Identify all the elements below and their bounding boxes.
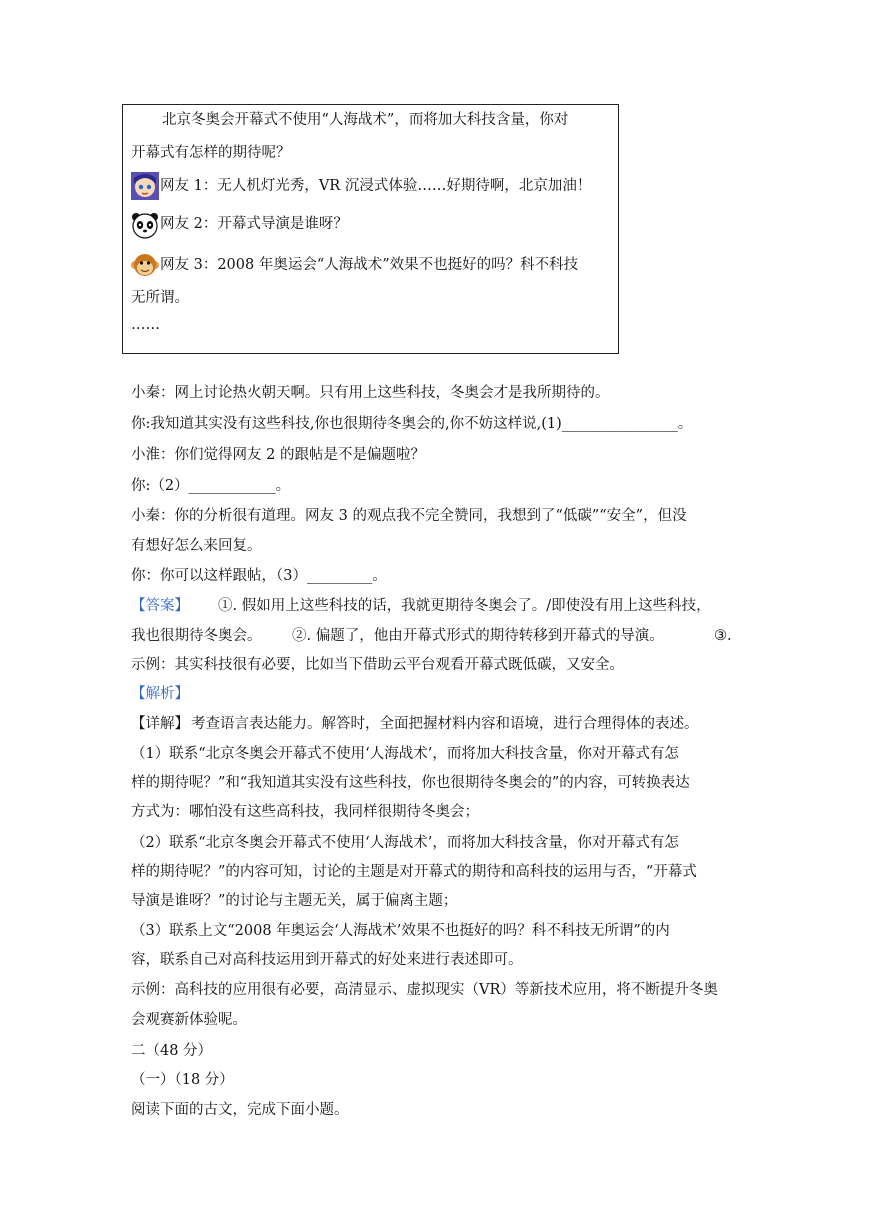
analysis-line-8: 容，联系自己对高科技运用到开幕式的好处来进行表述即可。: [131, 952, 523, 968]
analysis-line-7: （3）联系上文“2008 年奥运会‘人海战术’效果不也挺好的吗？科不科技无所谓”的内: [131, 923, 670, 939]
panda-avatar-icon: [131, 211, 159, 239]
dialogue-line-5: 小秦：你的分析很有道理。网友 3 的观点我不完全赞同，我想到了“低碳”“安全”，但没: [131, 508, 687, 524]
dialogue-line-4: 你:（2）____________。: [131, 478, 291, 494]
analysis-line-1: （1）联系“北京冬奥会开幕式不使用‘人海战术’，而将加大科技含量，你对开幕式有怎: [131, 746, 679, 762]
answer-line-3: 示例：其实科技很有必要，比如当下借助云平台观看开幕式既低碳，又安全。: [131, 657, 624, 673]
analysis-label: 【解析】: [131, 686, 189, 702]
intro-line-1: 北京冬奥会开幕式不使用“人海战术”，而将加大科技含量，你对: [162, 112, 569, 128]
analysis-line-9: 示例：高科技的应用很有必要，高清显示、虚拟现实（VR）等新技术应用，将不断提升冬奥: [131, 982, 718, 998]
post-3-continuation: 无所谓。: [131, 290, 189, 306]
answer-line-2b: ②. 偏题了，他由开幕式形式的期待转移到开幕式的导演。: [292, 628, 664, 644]
dialogue-line-7: 你：你可以这样跟帖，（3）_________。: [131, 568, 387, 584]
monkey-avatar-icon: [131, 251, 159, 279]
intro-line-2: 开幕式有怎样的期待呢？: [131, 145, 291, 161]
dialogue-line-1: 小秦：网上讨论热火朝天啊。只有用上这些科技，冬奥会才是我所期待的。: [131, 385, 610, 401]
section-heading: 二（48 分）: [131, 1043, 213, 1059]
section-instruction: 阅读下面的古文，完成下面小题。: [131, 1102, 349, 1118]
post-2-text: 网友 2：开幕式导演是谁呀？: [160, 216, 348, 232]
analysis-line-3: 方式为：哪怕没有这些高科技，我同样很期待冬奥会；: [131, 804, 479, 820]
forum-ellipsis: ……: [131, 317, 160, 333]
detail-text: 考查语言表达能力。解答时，全面把握材料内容和语境，进行合理得体的表述。: [191, 716, 699, 732]
dialogue-line-6: 有想好怎么来回复。: [131, 538, 262, 554]
analysis-line-10: 会观赛新体验呢。: [131, 1012, 247, 1028]
girl-avatar-icon: [131, 172, 159, 200]
dialogue-line-3: 小淮：你们觉得网友 2 的跟帖是不是偏题啦？: [131, 447, 425, 463]
post-1-text: 网友 1：无人机灯光秀，VR 沉浸式体验……好期待啊，北京加油！: [160, 178, 592, 194]
answer-label: 【答案】: [131, 598, 189, 614]
dialogue-line-2: 你:我知道其实没有这些科技,你也很期待冬奥会的,你不妨这样说,(1)________________。: [131, 416, 693, 432]
answer-line-2c: ③.: [714, 628, 732, 644]
detail-label: 【详解】: [131, 716, 189, 732]
answer-line-2a: 我也很期待冬奥会。: [131, 628, 262, 644]
analysis-line-6: 导演是谁呀？”的讨论与主题无关，属于偏离主题；: [131, 893, 458, 909]
analysis-line-4: （2）联系“北京冬奥会开幕式不使用‘人海战术’，而将加大科技含量，你对开幕式有怎: [131, 835, 679, 851]
analysis-line-2: 样的期待呢？”和“我知道其实没有这些科技，你也很期待冬奥会的”的内容，可转换表达: [131, 775, 690, 791]
post-3-text: 网友 3：2008 年奥运会“人海战术”效果不也挺好的吗？科不科技: [160, 257, 579, 273]
analysis-line-5: 样的期待呢？”的内容可知，讨论的主题是对开幕式的期待和高科技的运用与否，“开幕式: [131, 864, 697, 880]
answer-line-1: ①. 假如用上这些科技的话，我就更期待冬奥会了。/即使没有用上这些科技，: [218, 598, 711, 614]
section-sub-heading: （一）（18 分）: [131, 1072, 234, 1088]
